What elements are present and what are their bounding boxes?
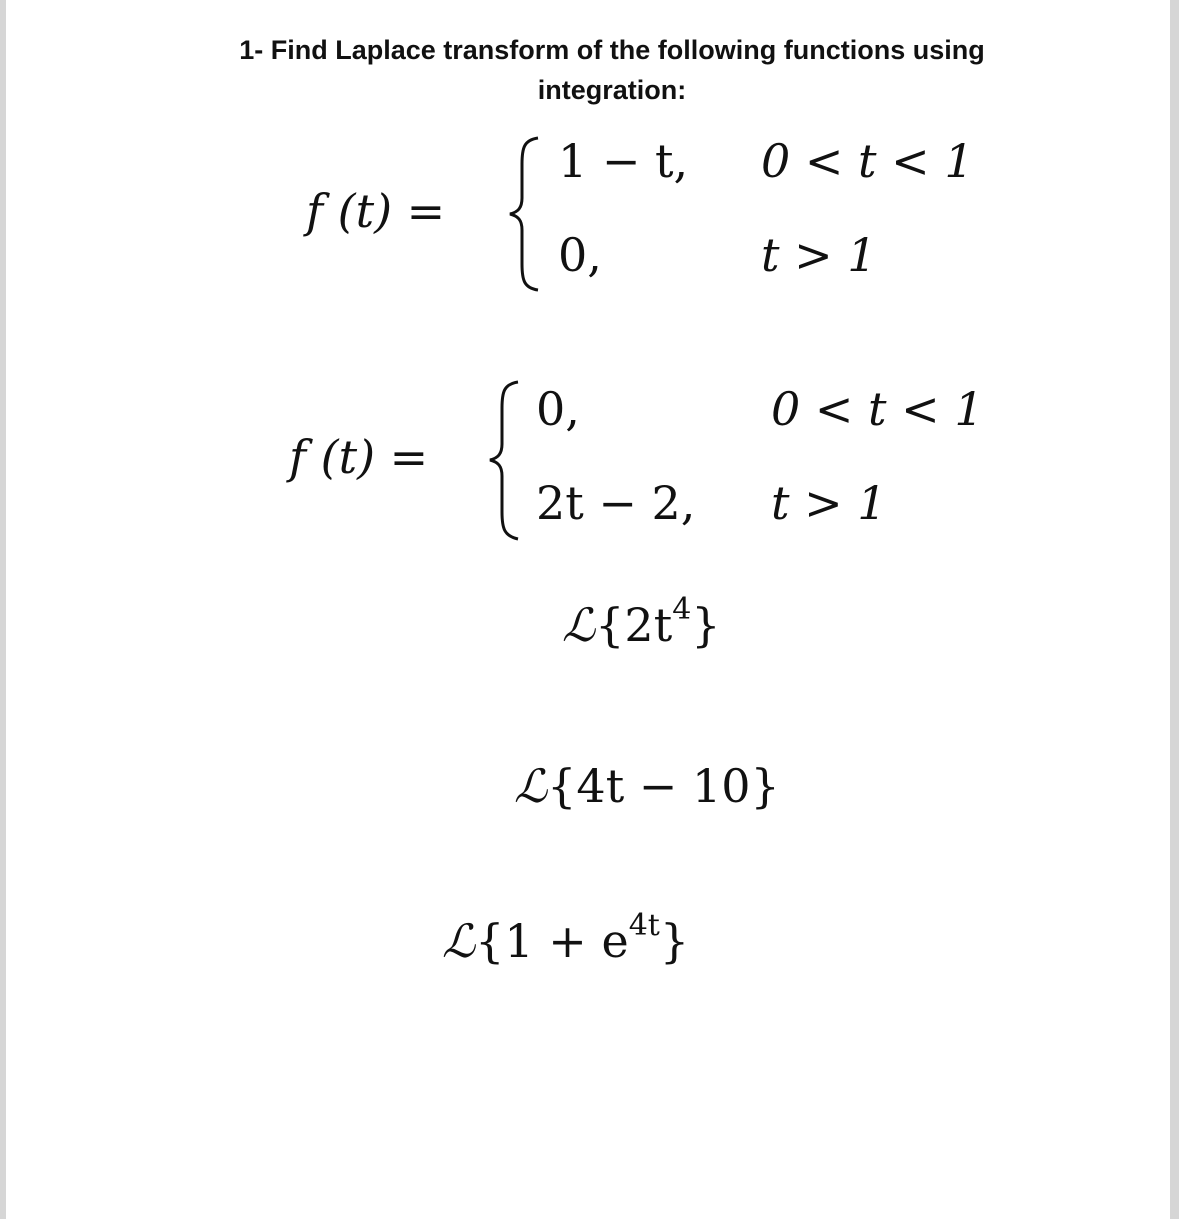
function-1-row-2-condition: t > 1 (761, 228, 877, 282)
open-brace: { (475, 914, 505, 968)
laplace-argument: 1 + e (504, 914, 629, 968)
function-1-lhs: f (t) = (306, 184, 446, 238)
laplace-operator: ℒ (442, 914, 476, 968)
function-2-row-2-condition: t > 1 (771, 476, 887, 530)
function-2-lhs: f (t) = (289, 430, 429, 484)
function-1-row-1-condition: 0 < t < 1 (761, 134, 974, 188)
exponent: 4 (672, 592, 692, 627)
question-heading-line-1: 1- Find Laplace transform of the following functions using (239, 35, 985, 65)
laplace-operator: ℒ (562, 598, 596, 652)
laplace-argument: 4t − 10 (576, 759, 751, 813)
laplace-operator: ℒ (514, 759, 548, 813)
document-page (6, 0, 1170, 1219)
function-1-brace (504, 134, 544, 294)
function-2-row-2-expression: 2t − 2, (536, 476, 696, 530)
open-brace: { (547, 759, 577, 813)
laplace-expression-1 (562, 592, 721, 652)
laplace-expression-3 (442, 908, 690, 968)
laplace-expression-2 (514, 759, 780, 813)
function-2-brace (484, 378, 524, 543)
function-1-row-2-expression: 0, (558, 228, 602, 282)
exponent: 4t (628, 908, 660, 943)
function-2-row-1-condition: 0 < t < 1 (771, 382, 984, 436)
function-1-row-1-expression: 1 − t, (558, 134, 689, 188)
close-brace: } (691, 598, 721, 652)
close-brace: } (659, 914, 690, 968)
function-2-row-1-expression: 0, (536, 382, 580, 436)
open-brace: { (595, 598, 625, 652)
laplace-argument: 2t (624, 598, 673, 652)
question-heading-line-2: integration: (537, 75, 687, 105)
close-brace: } (750, 759, 780, 813)
